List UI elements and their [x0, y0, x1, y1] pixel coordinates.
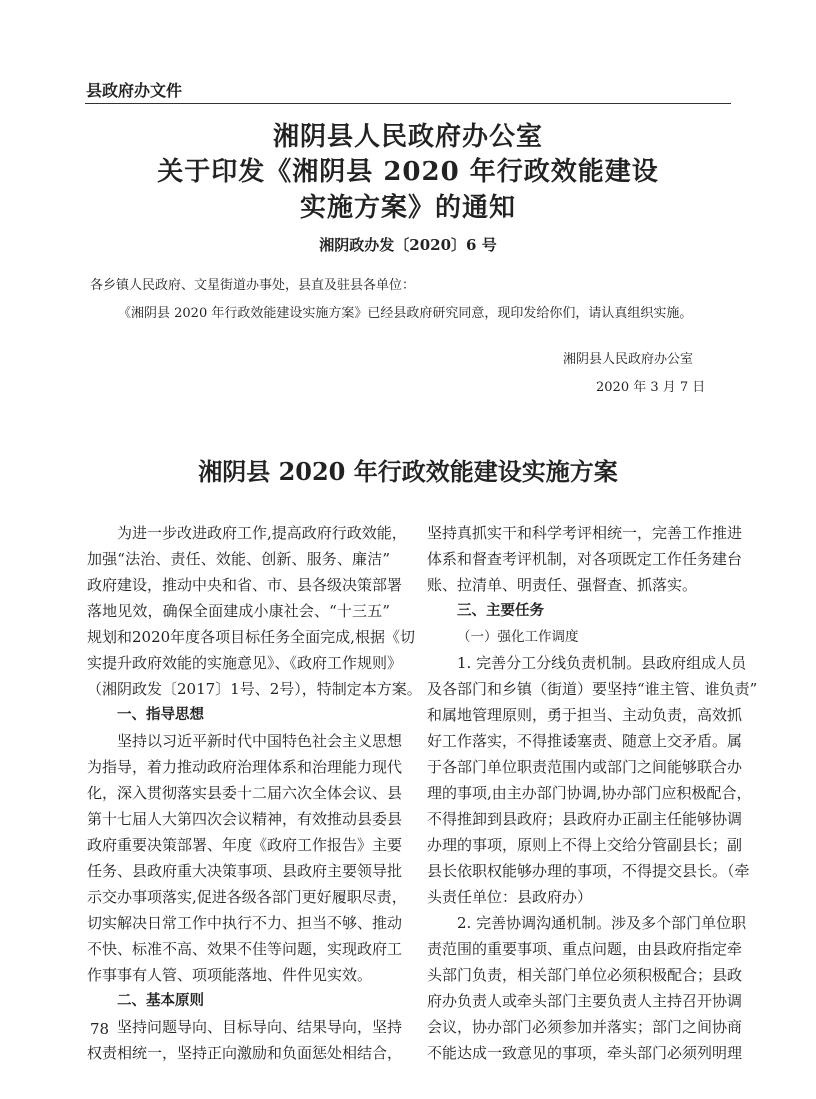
paragraph-line: 不得推卸到县政府；县政府办正副主任能够协调 — [427, 810, 743, 828]
page-number: 78 — [90, 1020, 110, 1038]
paragraph-line: （湘阴政发〔2017〕1号、2号），特制定本方案。 — [87, 680, 422, 698]
paragraph-line: 加强“法治、责任、效能、创新、服务、廉洁” — [87, 550, 390, 568]
paragraph-line: 切实解决日常工作中执行不力、担当不够、推动 — [87, 914, 403, 932]
paragraph-line: 政府建设，推动中央和省、市、县各级决策部署 — [87, 576, 403, 594]
paragraph-line: 及各部门和乡镇（街道）要坚持“谁主管、谁负责” — [427, 680, 758, 698]
paragraph-line: 账、拉清单、明责任、强督查、抓落实。 — [427, 576, 698, 594]
paragraph-line: 体系和督查考评机制，对各项既定工作任务建台 — [427, 550, 743, 568]
paragraph-line: 理的事项,由主办部门协调,协办部门应积极配合， — [427, 784, 752, 802]
paragraph-line: 作事事有人管、项项能落地、件件见实效。 — [87, 966, 373, 984]
paragraph-line: 化，深入贯彻落实县委十二届六次全体会议、县 — [87, 784, 403, 802]
paragraph-line: 不能达成一致意见的事项，牵头部门必须列明理 — [427, 1044, 743, 1062]
plan-title: 湘阴县 2020 年行政效能建设实施方案 — [198, 457, 618, 486]
paragraph-line: 为指导，着力推动政府治理体系和治理能力现代 — [87, 758, 403, 776]
paragraph-line: 和属地管理原则，勇于担当、主动负责，高效抓 — [427, 706, 743, 724]
paragraph-line: 头部门负责，相关部门单位必须积极配合；县政 — [427, 966, 743, 984]
paragraph-line: 第十七届人大第四次会议精神，有效推动县委县 — [87, 810, 403, 828]
paragraph-line: 会议，协办部门必须参加并落实；部门之间协商 — [427, 1018, 743, 1036]
paragraph-line: 2. 完善协调沟通机制。涉及多个部门单位职 — [457, 914, 747, 932]
paragraph-line: 坚持以习近平新时代中国特色社会主义思想 — [117, 732, 403, 750]
notice-title-line-1: 湘阴县人民政府办公室 — [272, 122, 543, 152]
section-heading: 一、指导思想 — [117, 707, 204, 723]
paragraph-line: 权责相统一，坚持正向激励和负面惩处相结合， — [87, 1044, 403, 1062]
section-heading: 二、基本原则 — [117, 993, 204, 1009]
salutation: 各乡镇人民政府、文星街道办事处，县直及驻县各单位： — [90, 278, 416, 293]
paragraph-line: 头责任单位：县政府办） — [427, 888, 593, 906]
paragraph-line: 于各部门单位职责范围内或部门之间能够联合办 — [427, 758, 743, 776]
left-column — [87, 520, 422, 1066]
section-heading: 三、主要任务 — [457, 603, 544, 619]
paragraph-line: 实提升政府效能的实施意见》、《政府工作规则》 — [87, 654, 403, 672]
paragraph-line: 坚持问题导向、目标导向、结果导向，坚持 — [117, 1018, 403, 1036]
paragraph-line: 不快、标准不高、效果不佳等问题，实现政府工 — [87, 940, 403, 958]
paragraph-line: 1. 完善分工分线负责机制。县政府组成人员 — [457, 654, 747, 672]
subsection-heading: （一）强化工作调度 — [457, 629, 579, 645]
notice-title-line-3: 实施方案》的通知 — [299, 193, 516, 223]
paragraph-line: 政府重要决策部署、年度《政府工作报告》主要 — [87, 836, 403, 854]
paragraph-line: 示交办事项落实,促进各级各部门更好履职尽责， — [87, 888, 407, 906]
paragraph-line: 坚持真抓实干和科学考评相统一，完善工作推进 — [427, 524, 743, 542]
paragraph-line: 办理的事项，原则上不得上交给分管副县长；副 — [427, 836, 743, 854]
notice-title-line-2: 关于印发《湘阴县 2020 年行政效能建设 — [157, 157, 659, 187]
paragraph-line: 责范围的重要事项、重点问题，由县政府指定牵 — [427, 940, 743, 958]
right-column — [427, 520, 758, 1066]
paragraph-line: 县长依职权能够办理的事项，不得提交县长。（牵 — [427, 862, 750, 880]
paragraph-line: 落地见效，确保全面建成小康社会、“十三五” — [87, 602, 390, 620]
document-number: 湘阴政办发〔2020〕6 号 — [319, 236, 497, 254]
paragraph-line: 为进一步改进政府工作,提高政府行政效能， — [117, 524, 407, 542]
notice-body: 《湘阴县 2020 年行政效能建设实施方案》已经县政府研究同意，现印发给你们，请认真组织实施。 — [118, 306, 693, 321]
paragraph-line: 任务、县政府重大决策事项、县政府主要领导批 — [87, 862, 403, 880]
signer: 湘阴县人民政府办公室 — [563, 352, 694, 367]
header-rule — [85, 103, 731, 104]
paragraph-line: 好工作落实，不得推诿塞责、随意上交矛盾。属 — [427, 732, 743, 750]
paragraph-line: 府办负责人或牵头部门主要负责人主持召开协调 — [427, 992, 743, 1010]
paragraph-line: 规划和2020年度各项目标任务全面完成,根据《切 — [87, 628, 415, 646]
sign-date: 2020 年 3 月 7 日 — [596, 380, 706, 395]
section-label: 县政府办文件 — [86, 81, 183, 100]
